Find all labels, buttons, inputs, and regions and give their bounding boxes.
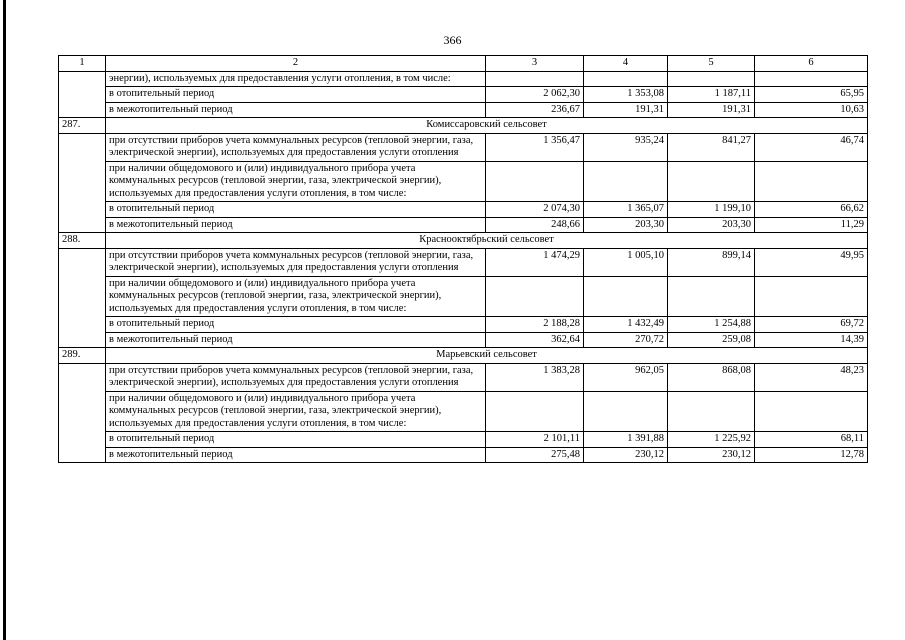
page-number: 366 bbox=[443, 33, 462, 47]
header-cell: 3 bbox=[486, 56, 584, 72]
section-header-row bbox=[59, 118, 868, 134]
table-row bbox=[59, 317, 868, 333]
value-cell: 191,31 bbox=[668, 102, 755, 118]
value-cell: 899,14 bbox=[668, 248, 755, 276]
description-cell: в межотопительный период bbox=[106, 447, 486, 463]
table-row bbox=[59, 133, 868, 161]
value-cell: 230,12 bbox=[584, 447, 668, 463]
description-cell: при отсутствии приборов учета коммунальных ресурсов (тепловой энергии, газа, электрической энергии), используемых для предоставления услуги отопления bbox=[106, 133, 486, 161]
value-cell: 14,39 bbox=[755, 332, 868, 348]
value-cell: 191,31 bbox=[584, 102, 668, 118]
description-cell: в отопительный период bbox=[106, 87, 486, 103]
value-cell: 66,62 bbox=[755, 202, 868, 218]
value-cell: 2 101,11 bbox=[486, 432, 584, 448]
table-row bbox=[59, 202, 868, 218]
value-cell: 1 353,08 bbox=[584, 87, 668, 103]
table-row bbox=[59, 248, 868, 276]
value-cell: 203,30 bbox=[668, 217, 755, 233]
value-cell bbox=[486, 391, 584, 432]
row-number-cell bbox=[59, 71, 106, 118]
section-number: 289. bbox=[59, 348, 106, 364]
value-cell: 236,67 bbox=[486, 102, 584, 118]
value-cell: 1 365,07 bbox=[584, 202, 668, 218]
value-cell: 259,08 bbox=[668, 332, 755, 348]
value-cell bbox=[668, 161, 755, 202]
header-cell: 4 bbox=[584, 56, 668, 72]
value-cell: 275,48 bbox=[486, 447, 584, 463]
header-cell: 1 bbox=[59, 56, 106, 72]
header-cell: 6 bbox=[755, 56, 868, 72]
value-cell: 962,05 bbox=[584, 363, 668, 391]
table-row bbox=[59, 87, 868, 103]
value-cell: 362,64 bbox=[486, 332, 584, 348]
value-cell: 270,72 bbox=[584, 332, 668, 348]
value-cell: 1 225,92 bbox=[668, 432, 755, 448]
value-cell bbox=[584, 71, 668, 87]
section-number: 287. bbox=[59, 118, 106, 134]
value-cell: 1 356,47 bbox=[486, 133, 584, 161]
header-cell: 5 bbox=[668, 56, 755, 72]
value-cell: 1 187,11 bbox=[668, 87, 755, 103]
table-row bbox=[59, 217, 868, 233]
description-cell: в отопительный период bbox=[106, 432, 486, 448]
table-body bbox=[59, 56, 868, 463]
value-cell bbox=[486, 276, 584, 317]
table-row bbox=[59, 161, 868, 202]
value-cell: 1 199,10 bbox=[668, 202, 755, 218]
value-cell: 1 391,88 bbox=[584, 432, 668, 448]
description-cell: при наличии общедомового и (или) индивидуального прибора учета коммунальных ресурсов (тепловой энергии, газа, электрической энергии), используемых для предоставления услуги отопления, в том числе: bbox=[106, 161, 486, 202]
description-cell: в межотопительный период bbox=[106, 102, 486, 118]
value-cell: 65,95 bbox=[755, 87, 868, 103]
value-cell: 2 074,30 bbox=[486, 202, 584, 218]
value-cell: 10,63 bbox=[755, 102, 868, 118]
description-cell: энергии), используемых для предоставления услуги отопления, в том числе: bbox=[106, 71, 486, 87]
table-row bbox=[59, 332, 868, 348]
value-cell: 230,12 bbox=[668, 447, 755, 463]
value-cell: 935,24 bbox=[584, 133, 668, 161]
section-title: Комиссаровский сельсовет bbox=[106, 118, 868, 134]
value-cell: 248,66 bbox=[486, 217, 584, 233]
value-cell: 1 005,10 bbox=[584, 248, 668, 276]
value-cell: 2 188,28 bbox=[486, 317, 584, 333]
value-cell bbox=[584, 161, 668, 202]
section-header-row bbox=[59, 233, 868, 249]
description-cell: при отсутствии приборов учета коммунальных ресурсов (тепловой энергии, газа, электрической энергии), используемых для предоставления услуги отопления bbox=[106, 363, 486, 391]
value-cell bbox=[486, 161, 584, 202]
table-row bbox=[59, 102, 868, 118]
description-cell: в межотопительный период bbox=[106, 217, 486, 233]
value-cell: 11,29 bbox=[755, 217, 868, 233]
value-cell bbox=[584, 276, 668, 317]
description-cell: в отопительный период bbox=[106, 202, 486, 218]
value-cell: 1 383,28 bbox=[486, 363, 584, 391]
value-cell bbox=[584, 391, 668, 432]
value-cell: 69,72 bbox=[755, 317, 868, 333]
description-cell: при отсутствии приборов учета коммунальных ресурсов (тепловой энергии, газа, электрической энергии), используемых для предоставления услуги отопления bbox=[106, 248, 486, 276]
table-row bbox=[59, 276, 868, 317]
value-cell: 12,78 bbox=[755, 447, 868, 463]
description-cell: в межотопительный период bbox=[106, 332, 486, 348]
section-title: Краснооктябрьский сельсовет bbox=[106, 233, 868, 249]
value-cell: 49,95 bbox=[755, 248, 868, 276]
table-row bbox=[59, 391, 868, 432]
value-cell bbox=[668, 276, 755, 317]
table-row bbox=[59, 363, 868, 391]
value-cell bbox=[486, 71, 584, 87]
description-cell: при наличии общедомового и (или) индивидуального прибора учета коммунальных ресурсов (тепловой энергии, газа, электрической энергии), используемых для предоставления услуги отопления, в том числе: bbox=[106, 276, 486, 317]
description-cell: при наличии общедомового и (или) индивидуального прибора учета коммунальных ресурсов (тепловой энергии, газа, электрической энергии), используемых для предоставления услуги отопления, в том числе: bbox=[106, 391, 486, 432]
value-cell bbox=[668, 71, 755, 87]
value-cell bbox=[755, 71, 868, 87]
value-cell: 2 062,30 bbox=[486, 87, 584, 103]
value-cell bbox=[755, 276, 868, 317]
value-cell: 868,08 bbox=[668, 363, 755, 391]
value-cell: 1 474,29 bbox=[486, 248, 584, 276]
value-cell bbox=[668, 391, 755, 432]
row-number-cell bbox=[59, 133, 106, 233]
description-cell: в отопительный период bbox=[106, 317, 486, 333]
section-title: Марьевский сельсовет bbox=[106, 348, 868, 364]
table-row bbox=[59, 432, 868, 448]
value-cell: 1 254,88 bbox=[668, 317, 755, 333]
header-row bbox=[59, 56, 868, 72]
value-cell: 841,27 bbox=[668, 133, 755, 161]
value-cell: 1 432,49 bbox=[584, 317, 668, 333]
row-number-cell bbox=[59, 363, 106, 463]
section-number: 288. bbox=[59, 233, 106, 249]
value-cell: 68,11 bbox=[755, 432, 868, 448]
header-cell: 2 bbox=[106, 56, 486, 72]
value-cell bbox=[755, 161, 868, 202]
tariff-table bbox=[58, 55, 868, 463]
row-number-cell bbox=[59, 248, 106, 348]
value-cell bbox=[755, 391, 868, 432]
value-cell: 46,74 bbox=[755, 133, 868, 161]
scan-left-edge bbox=[3, 0, 6, 640]
value-cell: 203,30 bbox=[584, 217, 668, 233]
table-row bbox=[59, 447, 868, 463]
table-row bbox=[59, 71, 868, 87]
value-cell: 48,23 bbox=[755, 363, 868, 391]
section-header-row bbox=[59, 348, 868, 364]
